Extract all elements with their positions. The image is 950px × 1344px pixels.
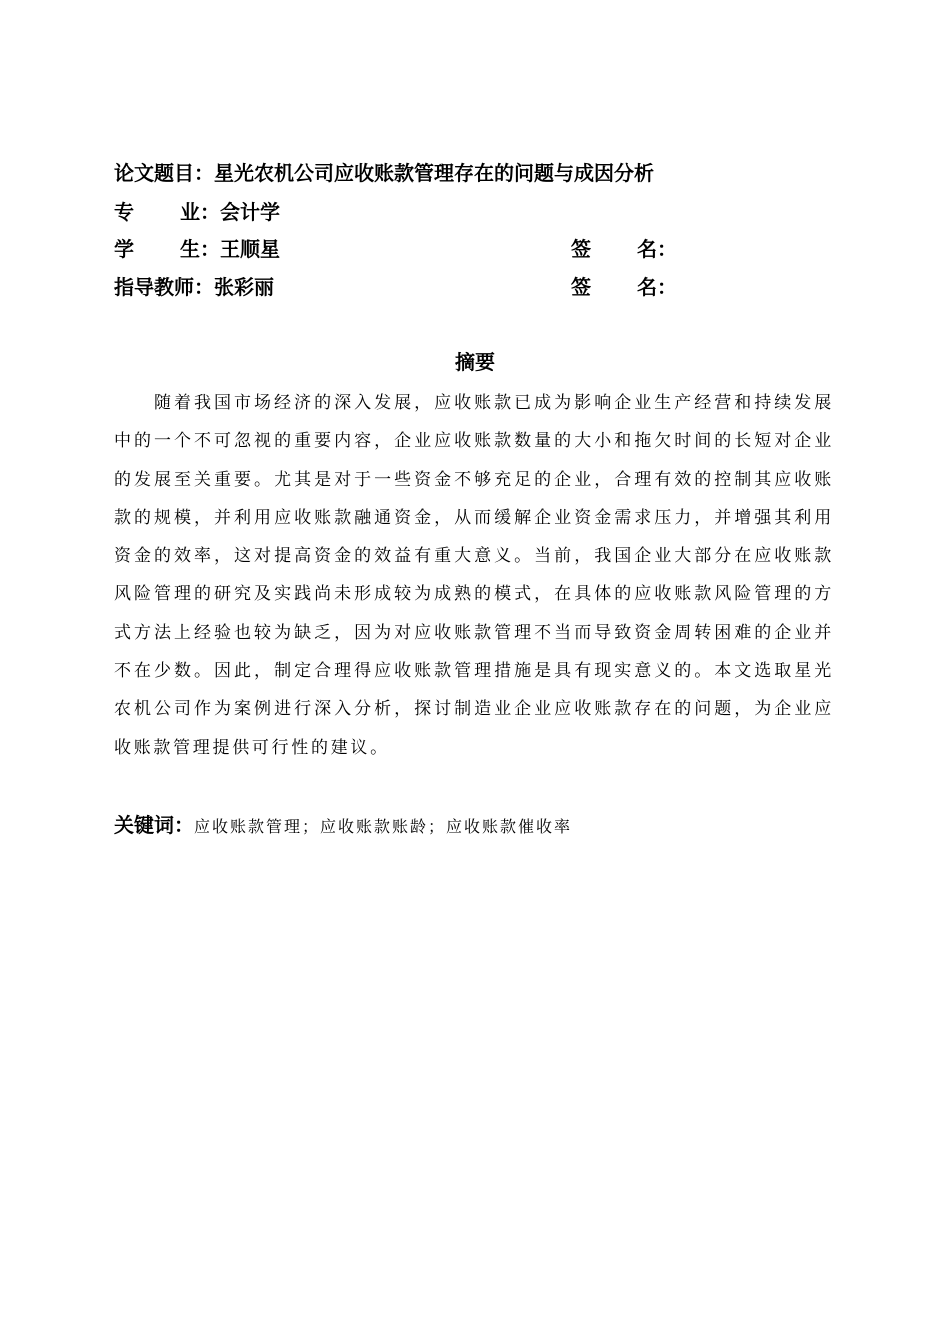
keywords-line bbox=[114, 812, 572, 840]
thesis-title-line bbox=[114, 160, 654, 186]
thesis-title-value: 星光农机公司应收账款管理存在的问题与成因分析 bbox=[214, 161, 654, 185]
abstract-heading: 摘要 bbox=[455, 350, 495, 374]
student-label-second: 生： bbox=[180, 237, 220, 261]
student-line bbox=[114, 236, 280, 262]
signature-label-first: 签 bbox=[571, 275, 591, 299]
major-label-second: 业： bbox=[180, 200, 220, 224]
student-value: 王顺星 bbox=[220, 237, 280, 261]
advisor-label: 指导教师： bbox=[114, 275, 214, 299]
abstract-body: 随着我国市场经济的深入发展，应收账款已成为影响企业生产经营和持续发展中的一个不可忽视的重要内容，企业应收账款数量的大小和拖欠时间的长短对企业的发展至关重要。尤其是对于一些资金不够充足的企业，合理有效的控制其应收账款的规模，并利用应收账款融通资金，从而缓解企业资金需求压力，并增强其利用资金的效率，这对提高资金的效益有重大意义。当前，我国企业大部分在应收账款风险管理的研究及实践尚未形成较为成熟的模式，在具体的应收账款风险管理的方式方法上经验也较为缺乏，因为对应收账款管理不当而导致资金周转困难的企业并不在少数。因此，制定合理得应收账款管理措施是具有现实意义的。本文选取星光农机公司作为案例进行深入分析，探讨制造业企业应收账款存在的问题，为企业应收账款管理提供可行性的建议。 bbox=[114, 393, 834, 758]
keywords-value: 应收账款管理；应收账款账龄；应收账款催收率 bbox=[194, 817, 573, 836]
signature-label-first: 签 bbox=[571, 237, 591, 261]
student-signature-field bbox=[571, 236, 677, 262]
keywords-label: 关键词： bbox=[114, 813, 194, 837]
major-label-first: 专 bbox=[114, 200, 134, 224]
thesis-title-label: 论文题目： bbox=[114, 161, 214, 185]
signature-label-second: 名： bbox=[637, 275, 677, 299]
student-label-first: 学 bbox=[114, 237, 134, 261]
advisor-signature-field bbox=[571, 274, 677, 300]
advisor-value: 张彩丽 bbox=[214, 275, 274, 299]
signature-label-second: 名： bbox=[637, 237, 677, 261]
major-value: 会计学 bbox=[220, 200, 280, 224]
advisor-line bbox=[114, 274, 274, 300]
major-line bbox=[114, 199, 280, 225]
